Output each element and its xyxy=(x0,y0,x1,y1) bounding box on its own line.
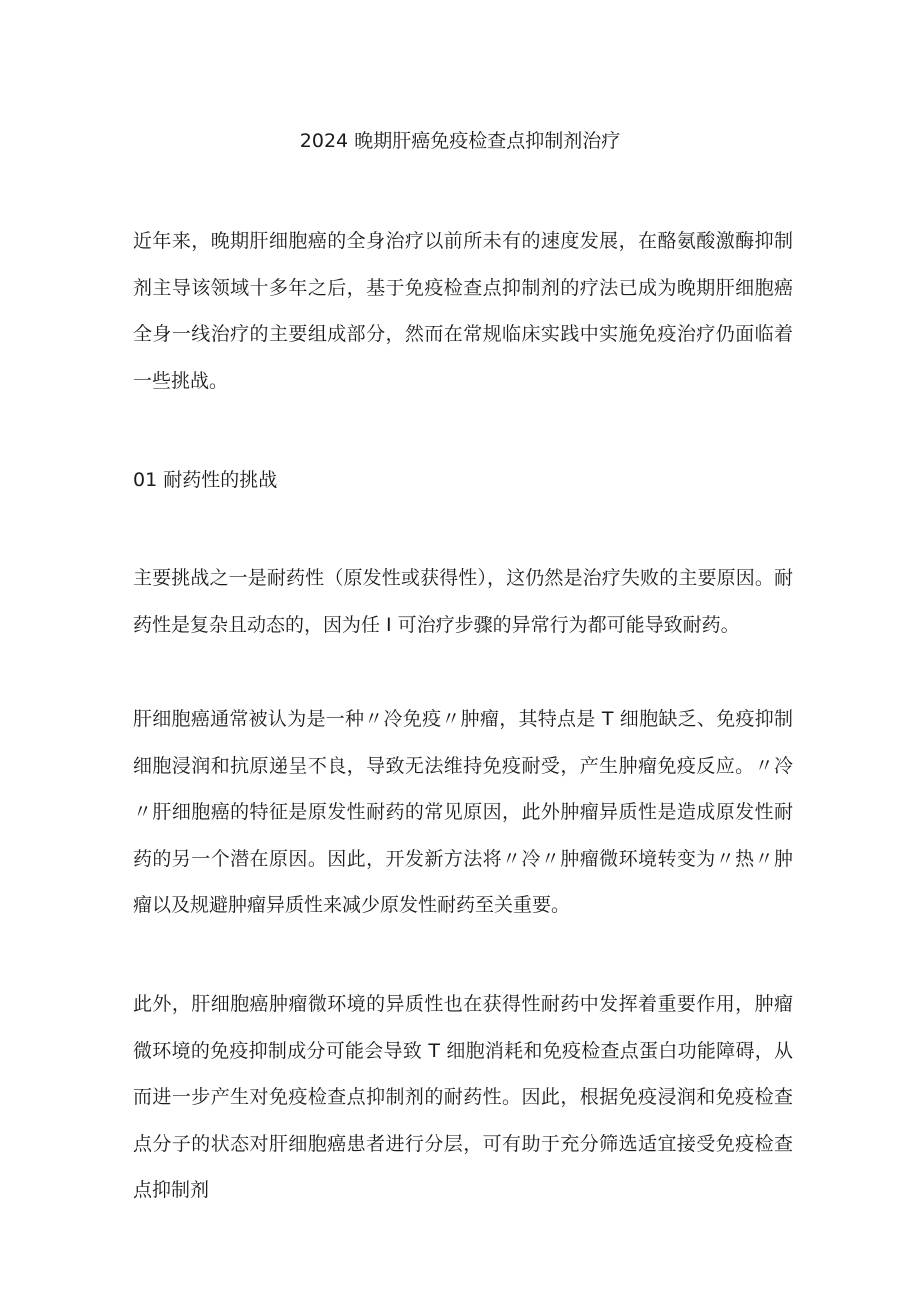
section-paragraph-2: 肝细胞癌通常被认为是一种〃冷免疫〃肿瘤，其特点是 T 细胞缺乏、免疫抑制细胞浸润和抗原递呈不良，导致无法维持免疫耐受，产生肿瘤免疫反应。〃冷〃肝细胞癌的特征是原发性耐药的常见原因，此外肿瘤异质性是造成原发性耐药的另一个潜在原因。因此，开发新方法将〃冷〃肿瘤微环境转变为〃热〃肿瘤以及规避肿瘤异质性来减少原发性耐药至关重要。 xyxy=(133,708,793,916)
section-paragraph-3: 此外，肝细胞癌肿瘤微环境的异质性也在获得性耐药中发挥着重要作用，肿瘤微环境的免疫抑制成分可能会导致 T 细胞消耗和免疫检查点蛋白功能障碍，从而进一步产生对免疫检查点抑制剂的耐药性。因此，根据免疫浸润和免疫检查点分子的状态对肝细胞癌患者进行分层，可有助于充分筛选适宜接受免疫检查点抑制剂 xyxy=(133,993,793,1201)
page-title: 2024 晚期肝癌免疫检查点抑制剂治疗 xyxy=(299,130,621,152)
section-paragraph-1: 主要挑战之一是耐药性（原发性或获得性），这仍然是治疗失败的主要原因。耐药性是复杂且动态的，因为任 I 可治疗步骤的异常行为都可能导致耐药。 xyxy=(133,567,793,636)
section-heading: 01 耐药性的挑战 xyxy=(133,469,278,491)
intro-paragraph: 近年来，晚期肝细胞癌的全身治疗以前所未有的速度发展，在酪氨酸激酶抑制剂主导该领域十多年之后，基于免疫检查点抑制剂的疗法已成为晚期肝细胞癌全身一线治疗的主要组成部分，然而在常规临床实践中实施免疫治疗仍面临着一些挑战。 xyxy=(133,230,793,392)
